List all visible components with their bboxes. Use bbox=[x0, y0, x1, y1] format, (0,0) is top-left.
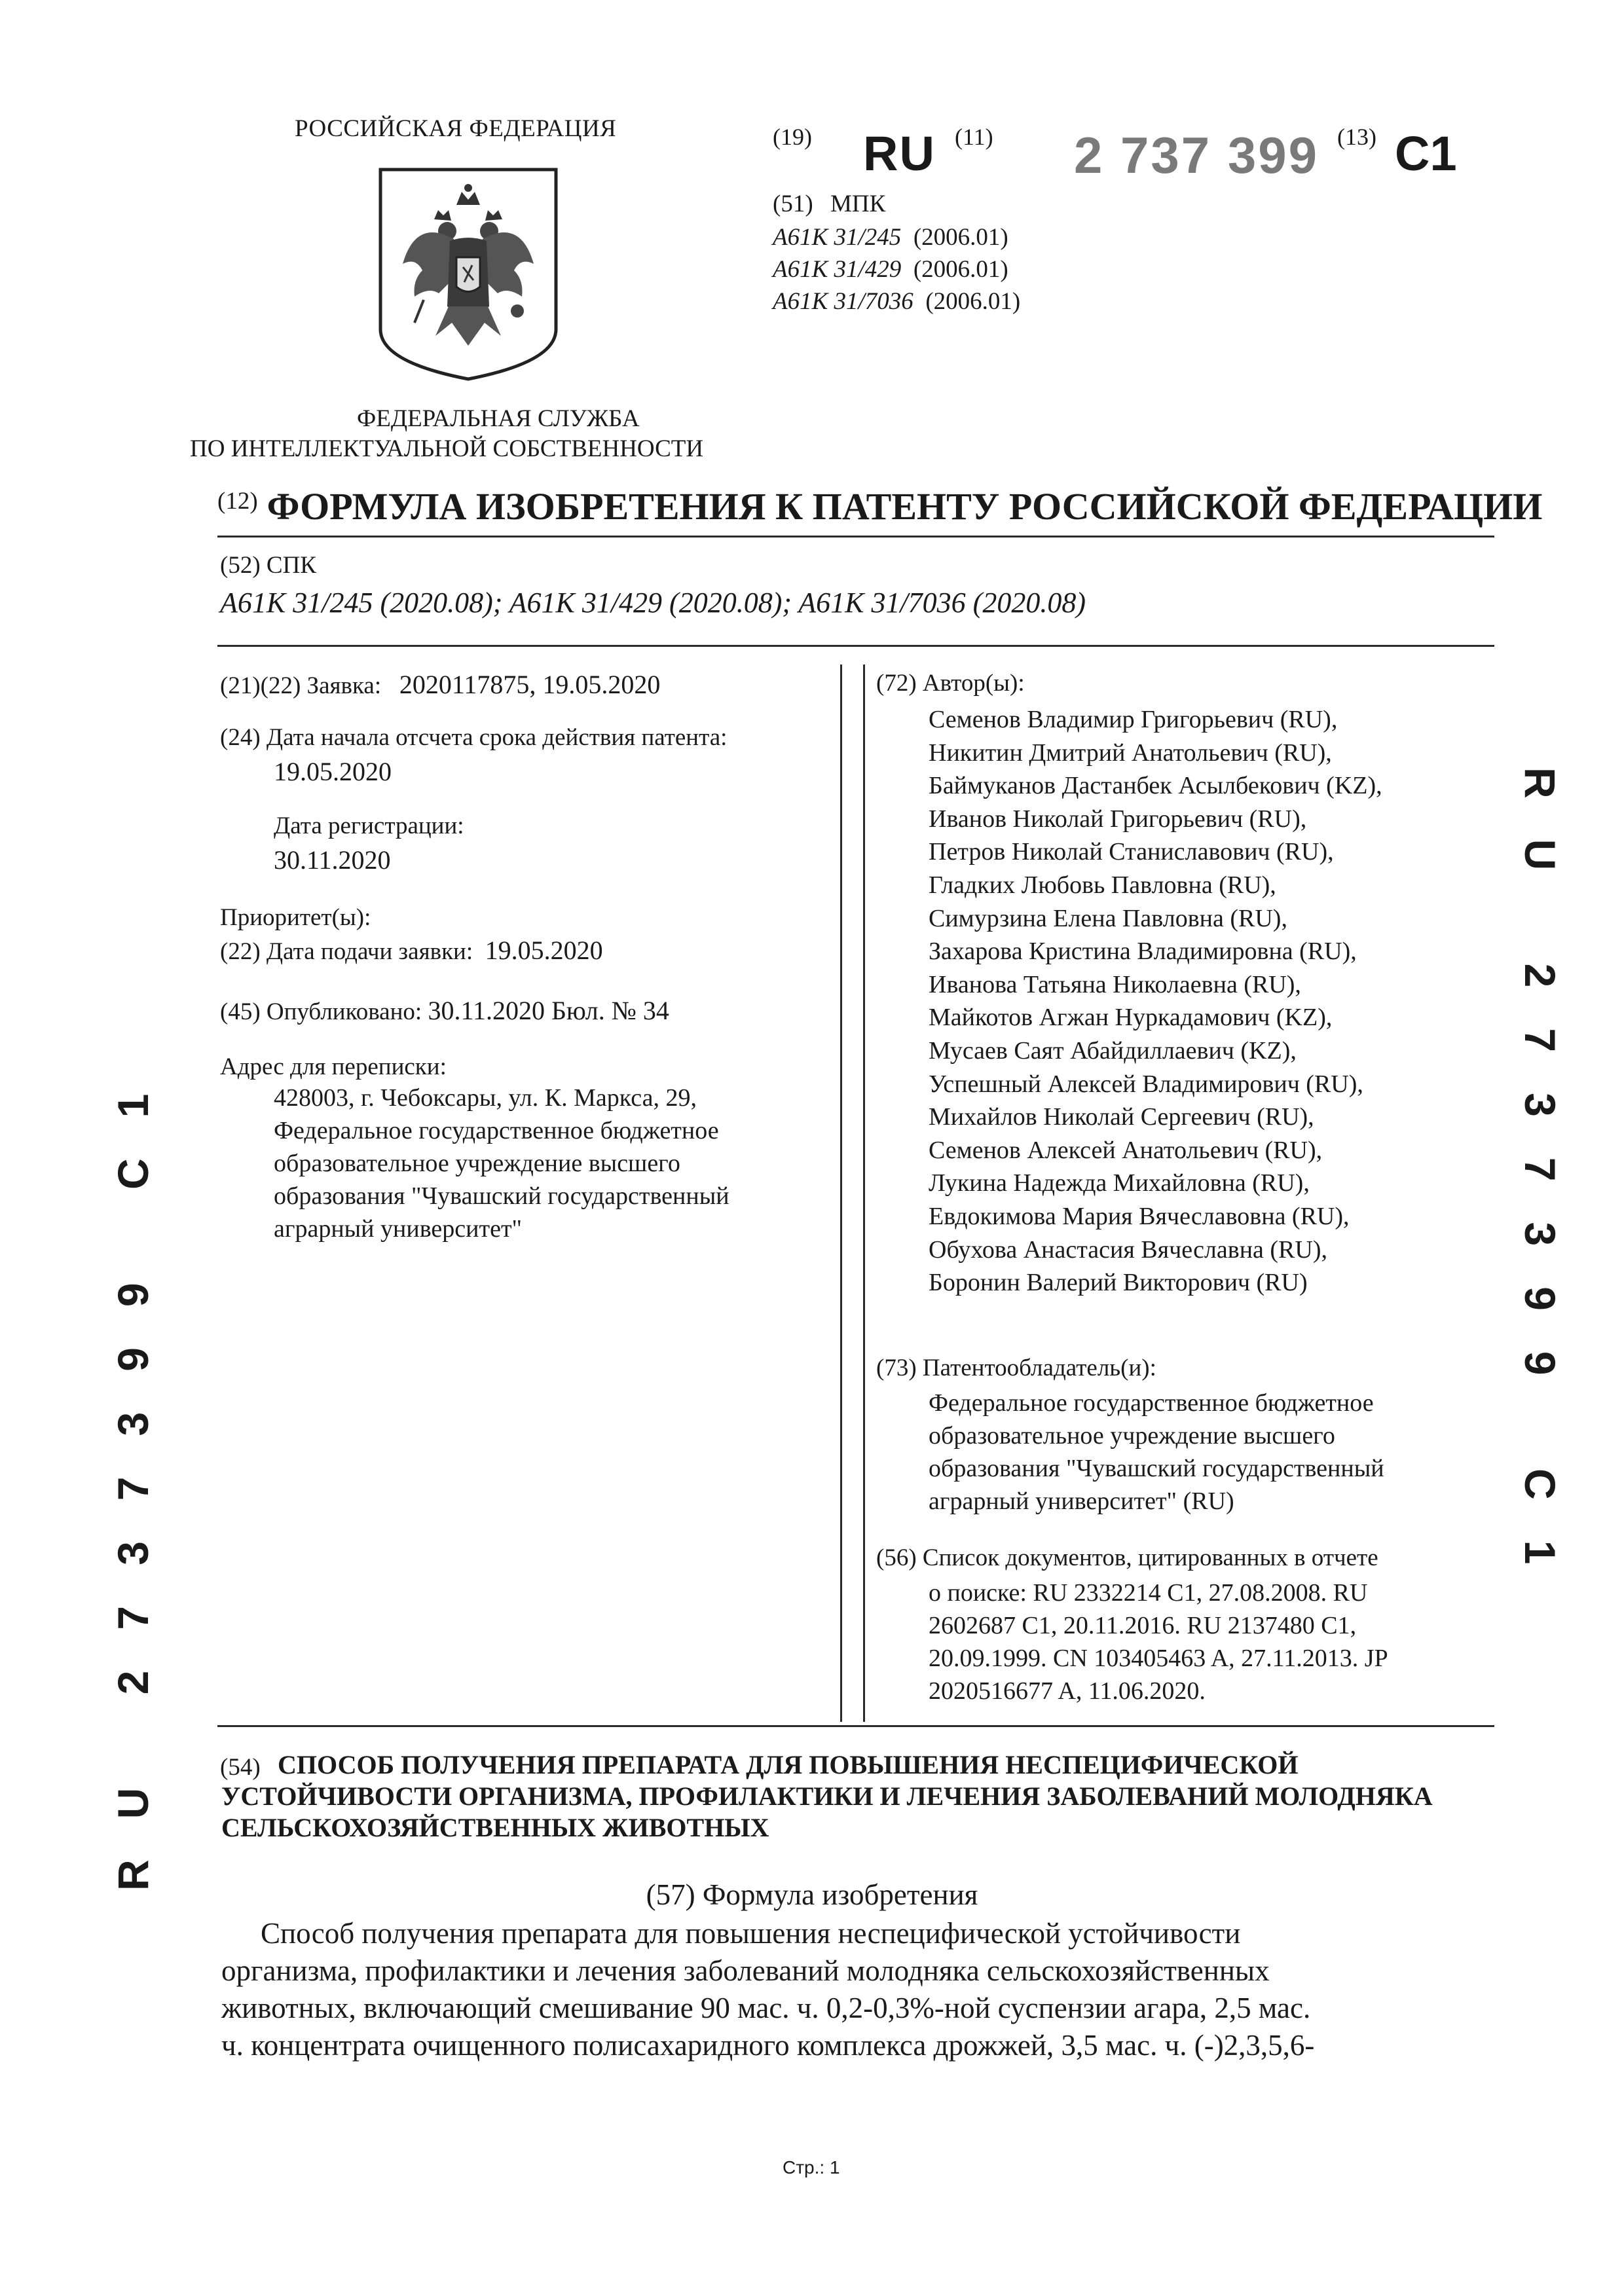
mpk-version: (2006.01) bbox=[925, 288, 1021, 315]
spk-label: (52) СПК bbox=[220, 552, 316, 579]
author-item: Семенов Алексей Анатольевич (RU), bbox=[929, 1136, 1323, 1164]
claims-line: Способ получения препарата для повышения неспецифической устойчивости bbox=[261, 1917, 1241, 1950]
author-item: Захарова Кристина Владимировна (RU), bbox=[929, 938, 1357, 966]
side-number-right: RU 2737399 C1 bbox=[1516, 767, 1564, 1605]
address-line: 428003, г. Чебоксары, ул. К. Маркса, 29, bbox=[274, 1084, 697, 1112]
filing-label: (22) Дата подачи заявки: bbox=[220, 938, 473, 965]
invention-title-line: СПОСОБ ПОЛУЧЕНИЯ ПРЕПАРАТА ДЛЯ ПОВЫШЕНИЯ НЕСПЕЦИФИЧЕСКОЙ bbox=[278, 1750, 1299, 1779]
document-type bbox=[217, 484, 1542, 528]
author-item: Евдокимова Мария Вячеславовна (RU), bbox=[929, 1202, 1350, 1230]
author-item: Симурзина Елена Павловна (RU), bbox=[929, 904, 1287, 932]
code-19: (19) bbox=[773, 124, 812, 150]
filing-field bbox=[220, 935, 603, 966]
mpk-row bbox=[773, 253, 1020, 285]
author-item: Майкотов Агжан Нуркадамович (KZ), bbox=[929, 1004, 1333, 1032]
code-54: (54) bbox=[220, 1754, 261, 1781]
citations-label: (56) Список документов, цитированных в отчете bbox=[876, 1544, 1378, 1571]
column-divider-left bbox=[840, 665, 842, 1722]
registration-value: 30.11.2020 bbox=[274, 845, 391, 875]
code-51: (51) bbox=[773, 191, 813, 217]
holder-line: образовательное учреждение высшего bbox=[929, 1422, 1335, 1449]
address-label: Адрес для переписки: bbox=[220, 1053, 447, 1080]
mpk-version: (2006.01) bbox=[913, 224, 1008, 251]
address-line: образовательное учреждение высшего bbox=[274, 1150, 680, 1177]
registration-label: Дата регистрации: bbox=[274, 812, 464, 839]
application-field bbox=[220, 669, 660, 700]
author-item: Гладких Любовь Павловна (RU), bbox=[929, 871, 1276, 899]
page-number: Стр.: 1 bbox=[783, 2157, 840, 2178]
mpk-class: A61K 31/7036 bbox=[773, 288, 913, 315]
author-item: Лукина Надежда Михайловна (RU), bbox=[929, 1169, 1310, 1197]
author-item: Боронин Валерий Викторович (RU) bbox=[929, 1269, 1308, 1297]
application-label: (21)(22) Заявка: bbox=[220, 672, 382, 699]
citation-line: 2602687 C1, 20.11.2016. RU 2137480 C1, bbox=[929, 1612, 1357, 1639]
mpk-list bbox=[773, 221, 1020, 318]
citations-block bbox=[929, 1576, 1388, 1707]
published-label: (45) Опубликовано: bbox=[220, 998, 422, 1025]
application-value: 2020117875, 19.05.2020 bbox=[399, 670, 661, 699]
holder-line: образования "Чувашский государственный bbox=[929, 1455, 1384, 1482]
invention-title-line: УСТОЙЧИВОСТИ ОРГАНИЗМА, ПРОФИЛАКТИКИ И ЛЕЧЕНИЯ ЗАБОЛЕВАНИЙ МОЛОДНЯКА bbox=[221, 1781, 1433, 1811]
invention-title-line: СЕЛЬСКОХОЗЯЙСТВЕННЫХ ЖИВОТНЫХ bbox=[221, 1813, 769, 1842]
citation-line: 20.09.1999. CN 103405463 A, 27.11.2013. JP bbox=[929, 1645, 1388, 1672]
document-type-title: ФОРМУЛА ИЗОБРЕТЕНИЯ К ПАТЕНТУ РОССИЙСКОЙ ФЕДЕРАЦИИ bbox=[267, 485, 1543, 528]
term-start-label: (24) Дата начала отсчета срока действия патента: bbox=[220, 724, 728, 751]
claims-line: ч. концентрата очищенного полисахаридного комплекса дрожжей, 3,5 мас. ч. (-)2,3,5,6- bbox=[221, 2029, 1315, 2062]
author-item: Михайлов Николай Сергеевич (RU), bbox=[929, 1103, 1314, 1131]
divider-top bbox=[217, 536, 1494, 538]
address-line: аграрный университет" bbox=[274, 1215, 523, 1243]
invention-title bbox=[221, 1749, 1433, 1844]
author-item: Никитин Дмитрий Анатольевич (RU), bbox=[929, 738, 1332, 767]
address-block bbox=[274, 1082, 729, 1245]
citation-line: 2020516677 A, 11.06.2020. bbox=[929, 1677, 1206, 1705]
patent-number: 2 737 399 bbox=[1074, 126, 1320, 184]
mpk-row bbox=[773, 285, 1020, 318]
agency-name-line2: ПО ИНТЕЛЛЕКТУАЛЬНОЙ СОБСТВЕННОСТИ bbox=[190, 435, 704, 462]
holder-block bbox=[929, 1387, 1384, 1518]
claims-text bbox=[221, 1915, 1314, 2064]
code-11: (11) bbox=[955, 124, 993, 150]
claims-line: организма, профилактики и лечения заболеваний молодняка сельскохозяйственных bbox=[221, 1954, 1270, 1987]
mpk-class: A61K 31/245 bbox=[773, 224, 902, 251]
claims-line: животных, включающий смешивание 90 мас. ч. 0,2-0,3%-ной суспензии агара, 2,5 мас. bbox=[221, 1992, 1311, 2024]
citation-line: о поиске: RU 2332214 C1, 27.08.2008. RU bbox=[929, 1579, 1368, 1607]
author-item: Петров Николай Станиславович (RU), bbox=[929, 838, 1334, 866]
author-item: Семенов Владимир Григорьевич (RU), bbox=[929, 706, 1338, 733]
filing-value: 19.05.2020 bbox=[485, 936, 603, 965]
code-13: (13) bbox=[1337, 124, 1376, 150]
author-item: Мусаев Саят Абайдиллаевич (KZ), bbox=[929, 1036, 1297, 1065]
holder-line: Федеральное государственное бюджетное bbox=[929, 1389, 1374, 1417]
term-start-value: 19.05.2020 bbox=[274, 757, 392, 786]
published-value: 30.11.2020 Бюл. № 34 bbox=[428, 996, 669, 1025]
priority-label: Приоритет(ы): bbox=[220, 904, 371, 931]
mpk-row bbox=[773, 221, 1020, 253]
spk-value: A61K 31/245 (2020.08); A61K 31/429 (2020.08); A61K 31/7036 (2020.08) bbox=[220, 587, 1086, 619]
country-code: RU bbox=[863, 126, 936, 181]
divider-bottom bbox=[217, 1725, 1494, 1727]
mpk-version: (2006.01) bbox=[913, 256, 1008, 283]
claims-heading: (57) Формула изобретения bbox=[646, 1878, 978, 1911]
author-item: Иванова Татьяна Николаевна (RU), bbox=[929, 970, 1301, 998]
column-divider bbox=[863, 665, 865, 1722]
country-name: РОССИЙСКАЯ ФЕДЕРАЦИЯ bbox=[295, 115, 617, 142]
kind-code: C1 bbox=[1395, 126, 1457, 181]
author-item: Успешный Алексей Владимирович (RU), bbox=[929, 1070, 1363, 1098]
authors-list bbox=[929, 703, 1382, 1300]
authors-label: (72) Автор(ы): bbox=[876, 670, 1025, 697]
address-line: образования "Чувашский государственный bbox=[274, 1182, 729, 1210]
address-line: Федеральное государственное бюджетное bbox=[274, 1117, 719, 1144]
holder-line: аграрный университет" (RU) bbox=[929, 1487, 1234, 1515]
mpk-label: МПК bbox=[830, 191, 886, 217]
state-emblem bbox=[377, 166, 560, 382]
mpk-class: A61K 31/429 bbox=[773, 256, 902, 283]
coat-of-arms-icon bbox=[377, 166, 560, 382]
agency-name-line1: ФЕДЕРАЛЬНАЯ СЛУЖБА bbox=[357, 405, 640, 432]
divider-spk bbox=[217, 645, 1494, 647]
holder-label: (73) Патентообладатель(и): bbox=[876, 1355, 1156, 1381]
side-number-left: RU 2737399 C1 bbox=[109, 1053, 157, 1891]
author-item: Иванов Николай Григорьевич (RU), bbox=[929, 805, 1307, 833]
published-field bbox=[220, 995, 669, 1026]
author-item: Баймуканов Дастанбек Асылбекович (KZ), bbox=[929, 772, 1382, 800]
code-12: (12) bbox=[217, 488, 258, 515]
author-item: Обухова Анастасия Вячеславна (RU), bbox=[929, 1235, 1328, 1264]
